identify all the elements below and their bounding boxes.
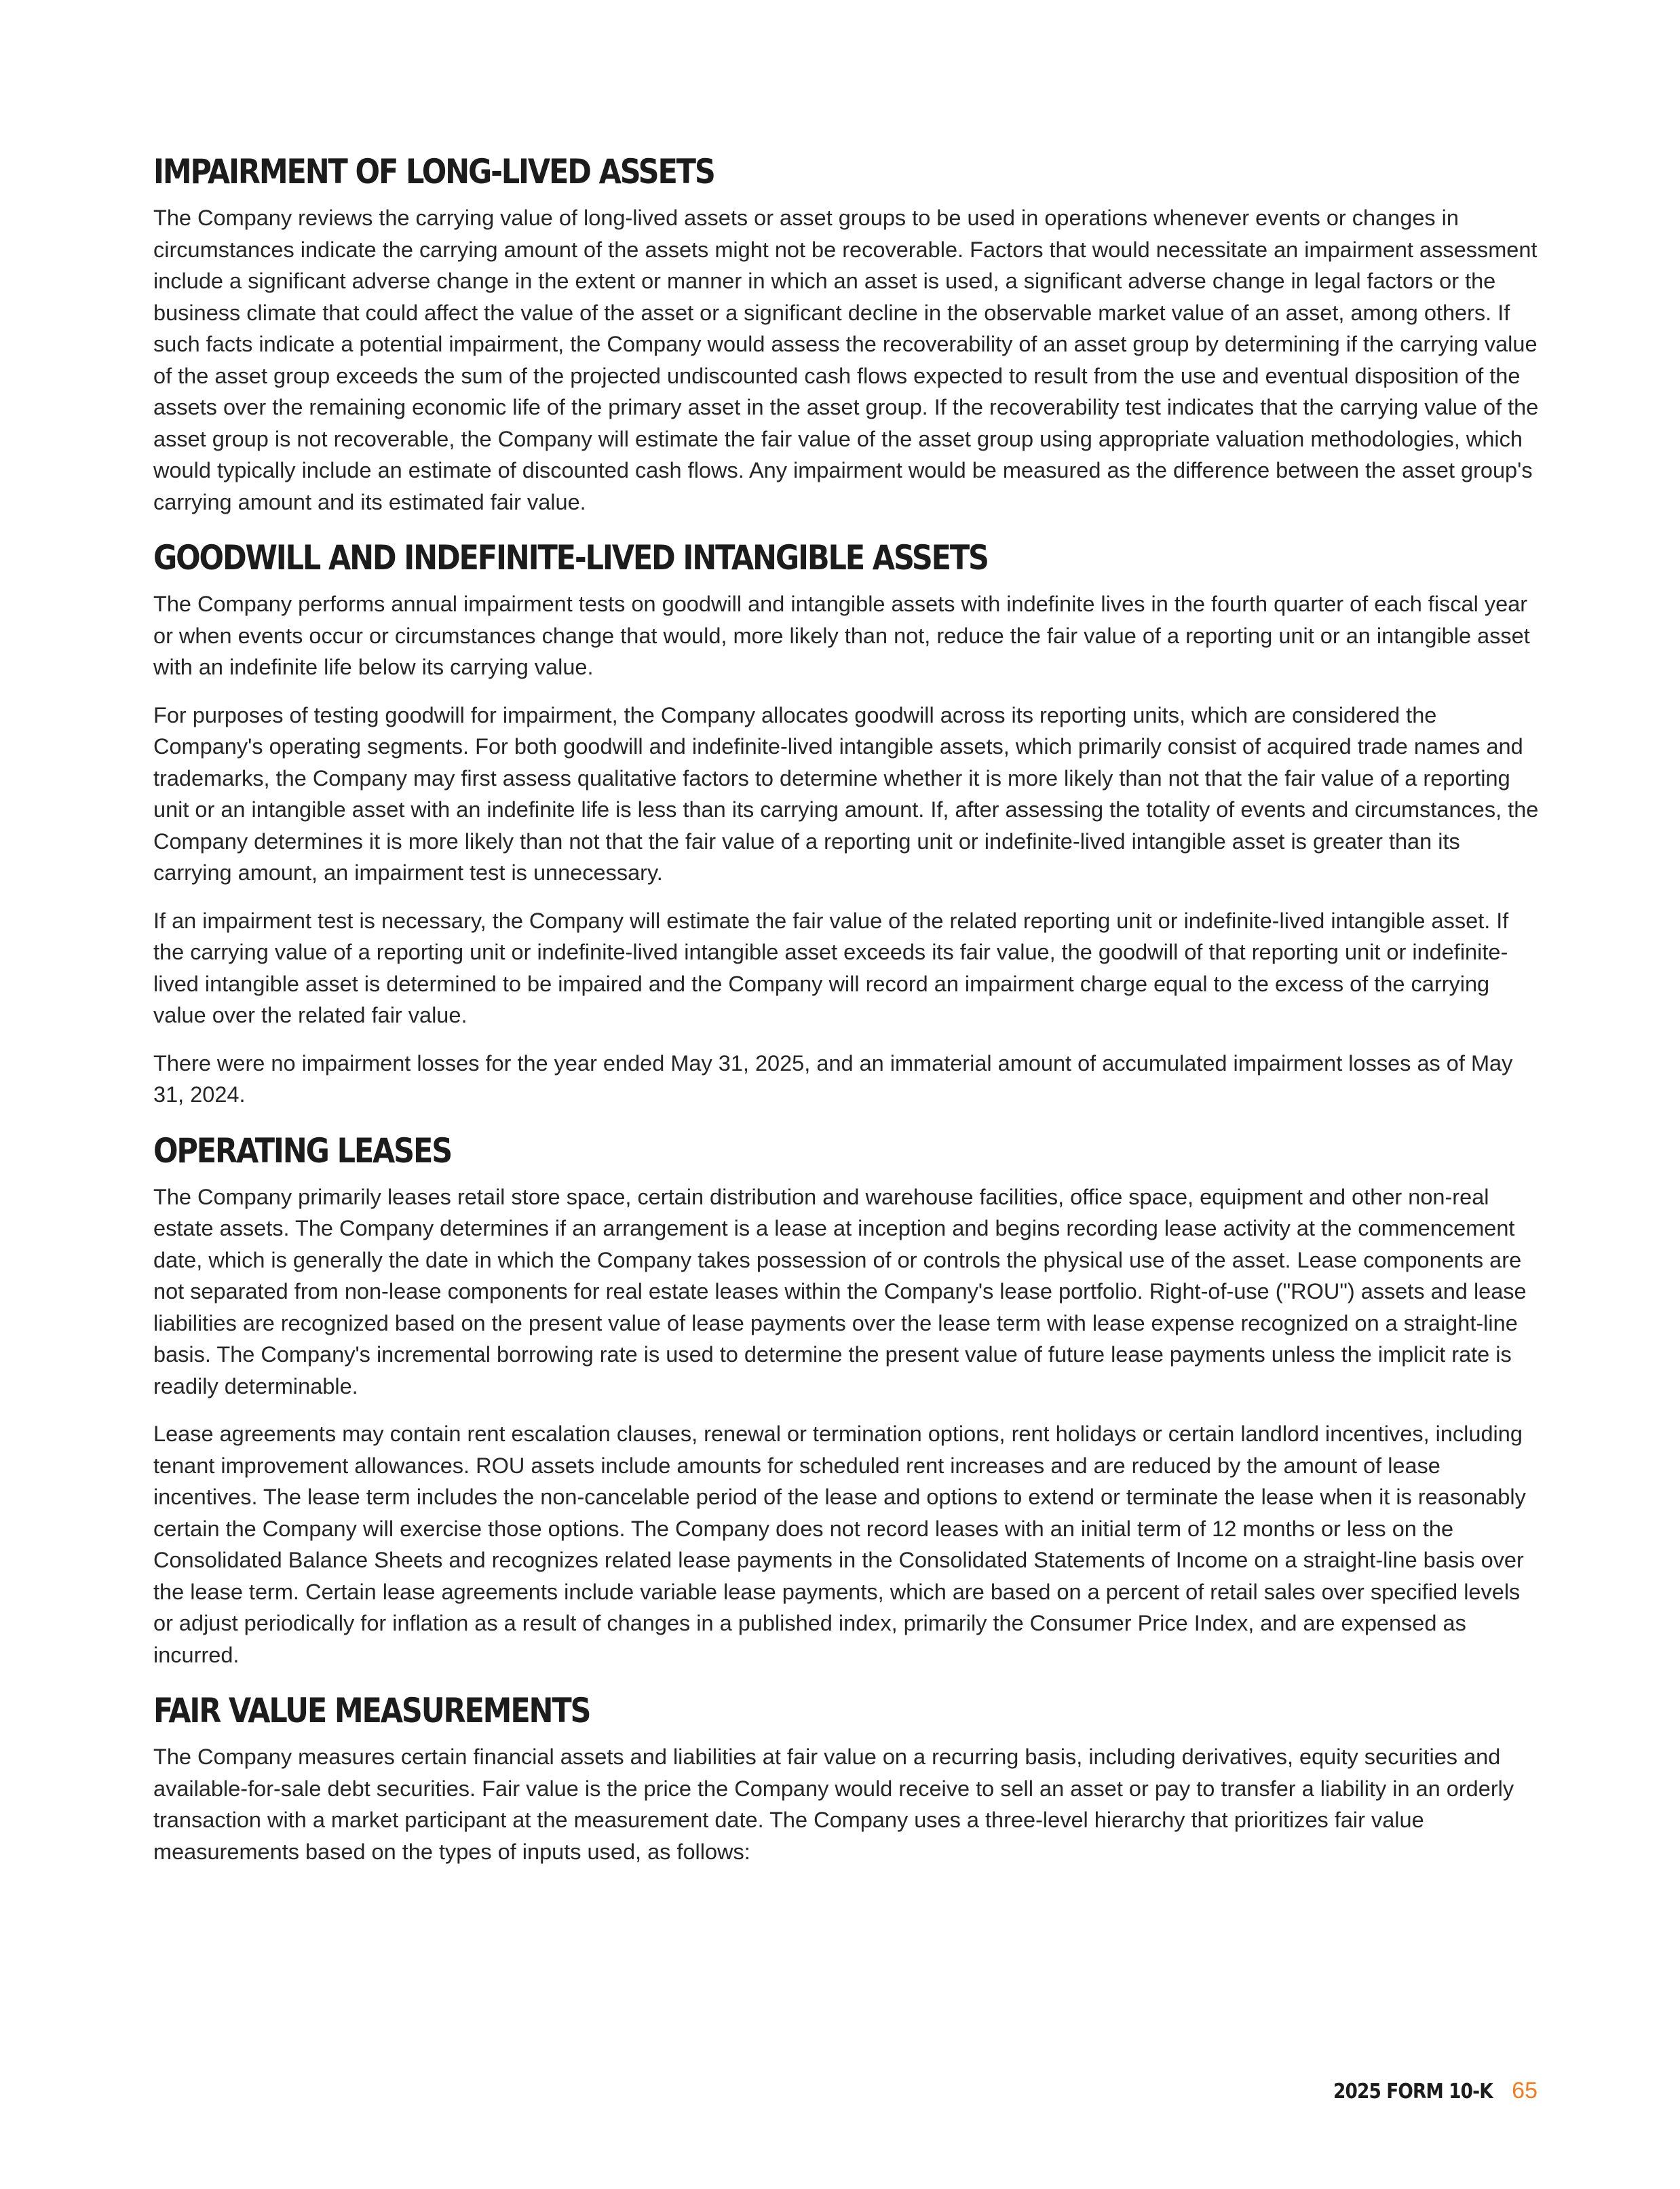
paragraph: There were no impairment losses for the year ended May 31, 2025, and an immaterial amount of accumulated impairment losses as of May 31, 2024. <box>153 1050 1513 1107</box>
paragraph: The Company measures certain financial assets and liabilities at fair value on a recurring basis, including derivatives, equity securities and available-for-sale debt securities. Fair value is the price the Company would receive to sell an asset or pay to transfer a liability in an orderly transaction with a market participant at the measurement date. The Company uses a three-level hierarchy that prioritizes fair value measurements based on the types of inputs used, as follows: <box>153 1745 1514 1864</box>
page-footer <box>1312 2078 1538 2104</box>
document-body <box>153 151 1544 1867</box>
paragraph: If an impairment test is necessary, the Company will estimate the fair value of the related reporting unit or indefinite-lived intangible asset. If the carrying value of a reporting unit or indefinite-lived intangible asset exceeds its fair value, the goodwill of that reporting unit or indefinite-lived intangible asset is determined to be impaired and the Company will record an impairment charge equal to the excess of the carrying value over the related fair value. <box>153 908 1509 1027</box>
section-heading: GOODWILL AND INDEFINITE-LIVED INTANGIBLE ASSETS <box>153 538 988 577</box>
paragraph: The Company primarily leases retail store space, certain distribution and warehouse facilities, office space, equipment and other non-real estate assets. The Company determines if an arrangement is a lease at inception and begins recording lease activity at the commencement date, which is generally the date in which the Company takes possession of or controls the physical use of the asset. Lease components are not separated from non-lease components for real estate leases within the Company's lease portfolio. Right-of-use ("ROU") assets and lease liabilities are recognized based on the present value of lease payments over the lease term with lease expense recognized on a straight-line basis. The Company's incremental borrowing rate is used to determine the present value of future lease payments unless the implicit rate is readily determinable. <box>153 1184 1527 1398</box>
paragraph: The Company performs annual impairment tests on goodwill and intangible assets with indefinite lives in the fourth quarter of each fiscal year or when events occur or circumstances change that would, more likely than not, reduce the fair value of a reporting unit or an intangible asset with an indefinite life below its carrying value. <box>153 592 1530 679</box>
section-heading: FAIR VALUE MEASUREMENTS <box>153 1691 590 1730</box>
section-impairment-long-lived-assets <box>153 151 1544 518</box>
footer-form-label: 2025 FORM 10-K <box>1333 2080 1493 2104</box>
paragraph: For purposes of testing goodwill for impairment, the Company allocates goodwill across its reporting units, which are considered the Company's operating segments. For both goodwill and indefinite-lived intangible assets, which primarily consist of acquired trade names and trademarks, the Company may first assess qualitative factors to determine whether it is more likely than not that the fair value of a reporting unit or an intangible asset with an indefinite life is less than its carrying amount. If, after assessing the totality of events and circumstances, the Company determines it is more likely than not that the fair value of a reporting unit or indefinite-lived intangible asset is greater than its carrying amount, an impairment test is unnecessary. <box>153 702 1539 885</box>
footer-page-number: 65 <box>1512 2078 1538 2104</box>
section-fair-value-measurements <box>153 1690 1544 1867</box>
section-heading: IMPAIRMENT OF LONG-LIVED ASSETS <box>153 152 714 191</box>
paragraph: The Company reviews the carrying value of long-lived assets or asset groups to be used in operations whenever events or changes in circumstances indicate the carrying amount of the assets might not be recoverable. Factors that would necessitate an impairment assessment include a significant adverse change in the extent or manner in which an asset is used, a significant adverse change in legal factors or the business climate that could affect the value of the asset or a significant decline in the observable market value of an asset, among others. If such facts indicate a potential impairment, the Company would assess the recoverability of an asset group by determining if the carrying value of the asset group exceeds the sum of the projected undiscounted cash flows expected to result from the use and eventual disposition of the assets over the remaining economic life of the primary asset in the asset group. If the recoverability test indicates that the carrying value of the asset group is not recoverable, the Company will estimate the fair value of the asset group using appropriate valuation methodologies, which would typically include an estimate of discounted cash flows. Any impairment would be measured as the difference between the asset group's carrying amount and its estimated fair value. <box>153 206 1539 514</box>
paragraph: Lease agreements may contain rent escalation clauses, renewal or termination options, rent holidays or certain landlord incentives, including tenant improvement allowances. ROU assets include amounts for scheduled rent increases and are reduced by the amount of lease incentives. The lease term includes the non-cancelable period of the lease and options to extend or terminate the lease when it is reasonably certain the Company will exercise those options. The Company does not record leases with an initial term of 12 months or less on the Consolidated Balance Sheets and recognizes related lease payments in the Consolidated Statements of Income on a straight-line basis over the lease term. Certain lease agreements include variable lease payments, which are based on a percent of retail sales over specified levels or adjust periodically for inflation as a result of changes in a published index, primarily the Consumer Price Index, and are expensed as incurred. <box>153 1422 1526 1667</box>
section-operating-leases <box>153 1130 1544 1671</box>
section-goodwill-intangible-assets <box>153 537 1544 1111</box>
section-heading: OPERATING LEASES <box>153 1130 452 1170</box>
